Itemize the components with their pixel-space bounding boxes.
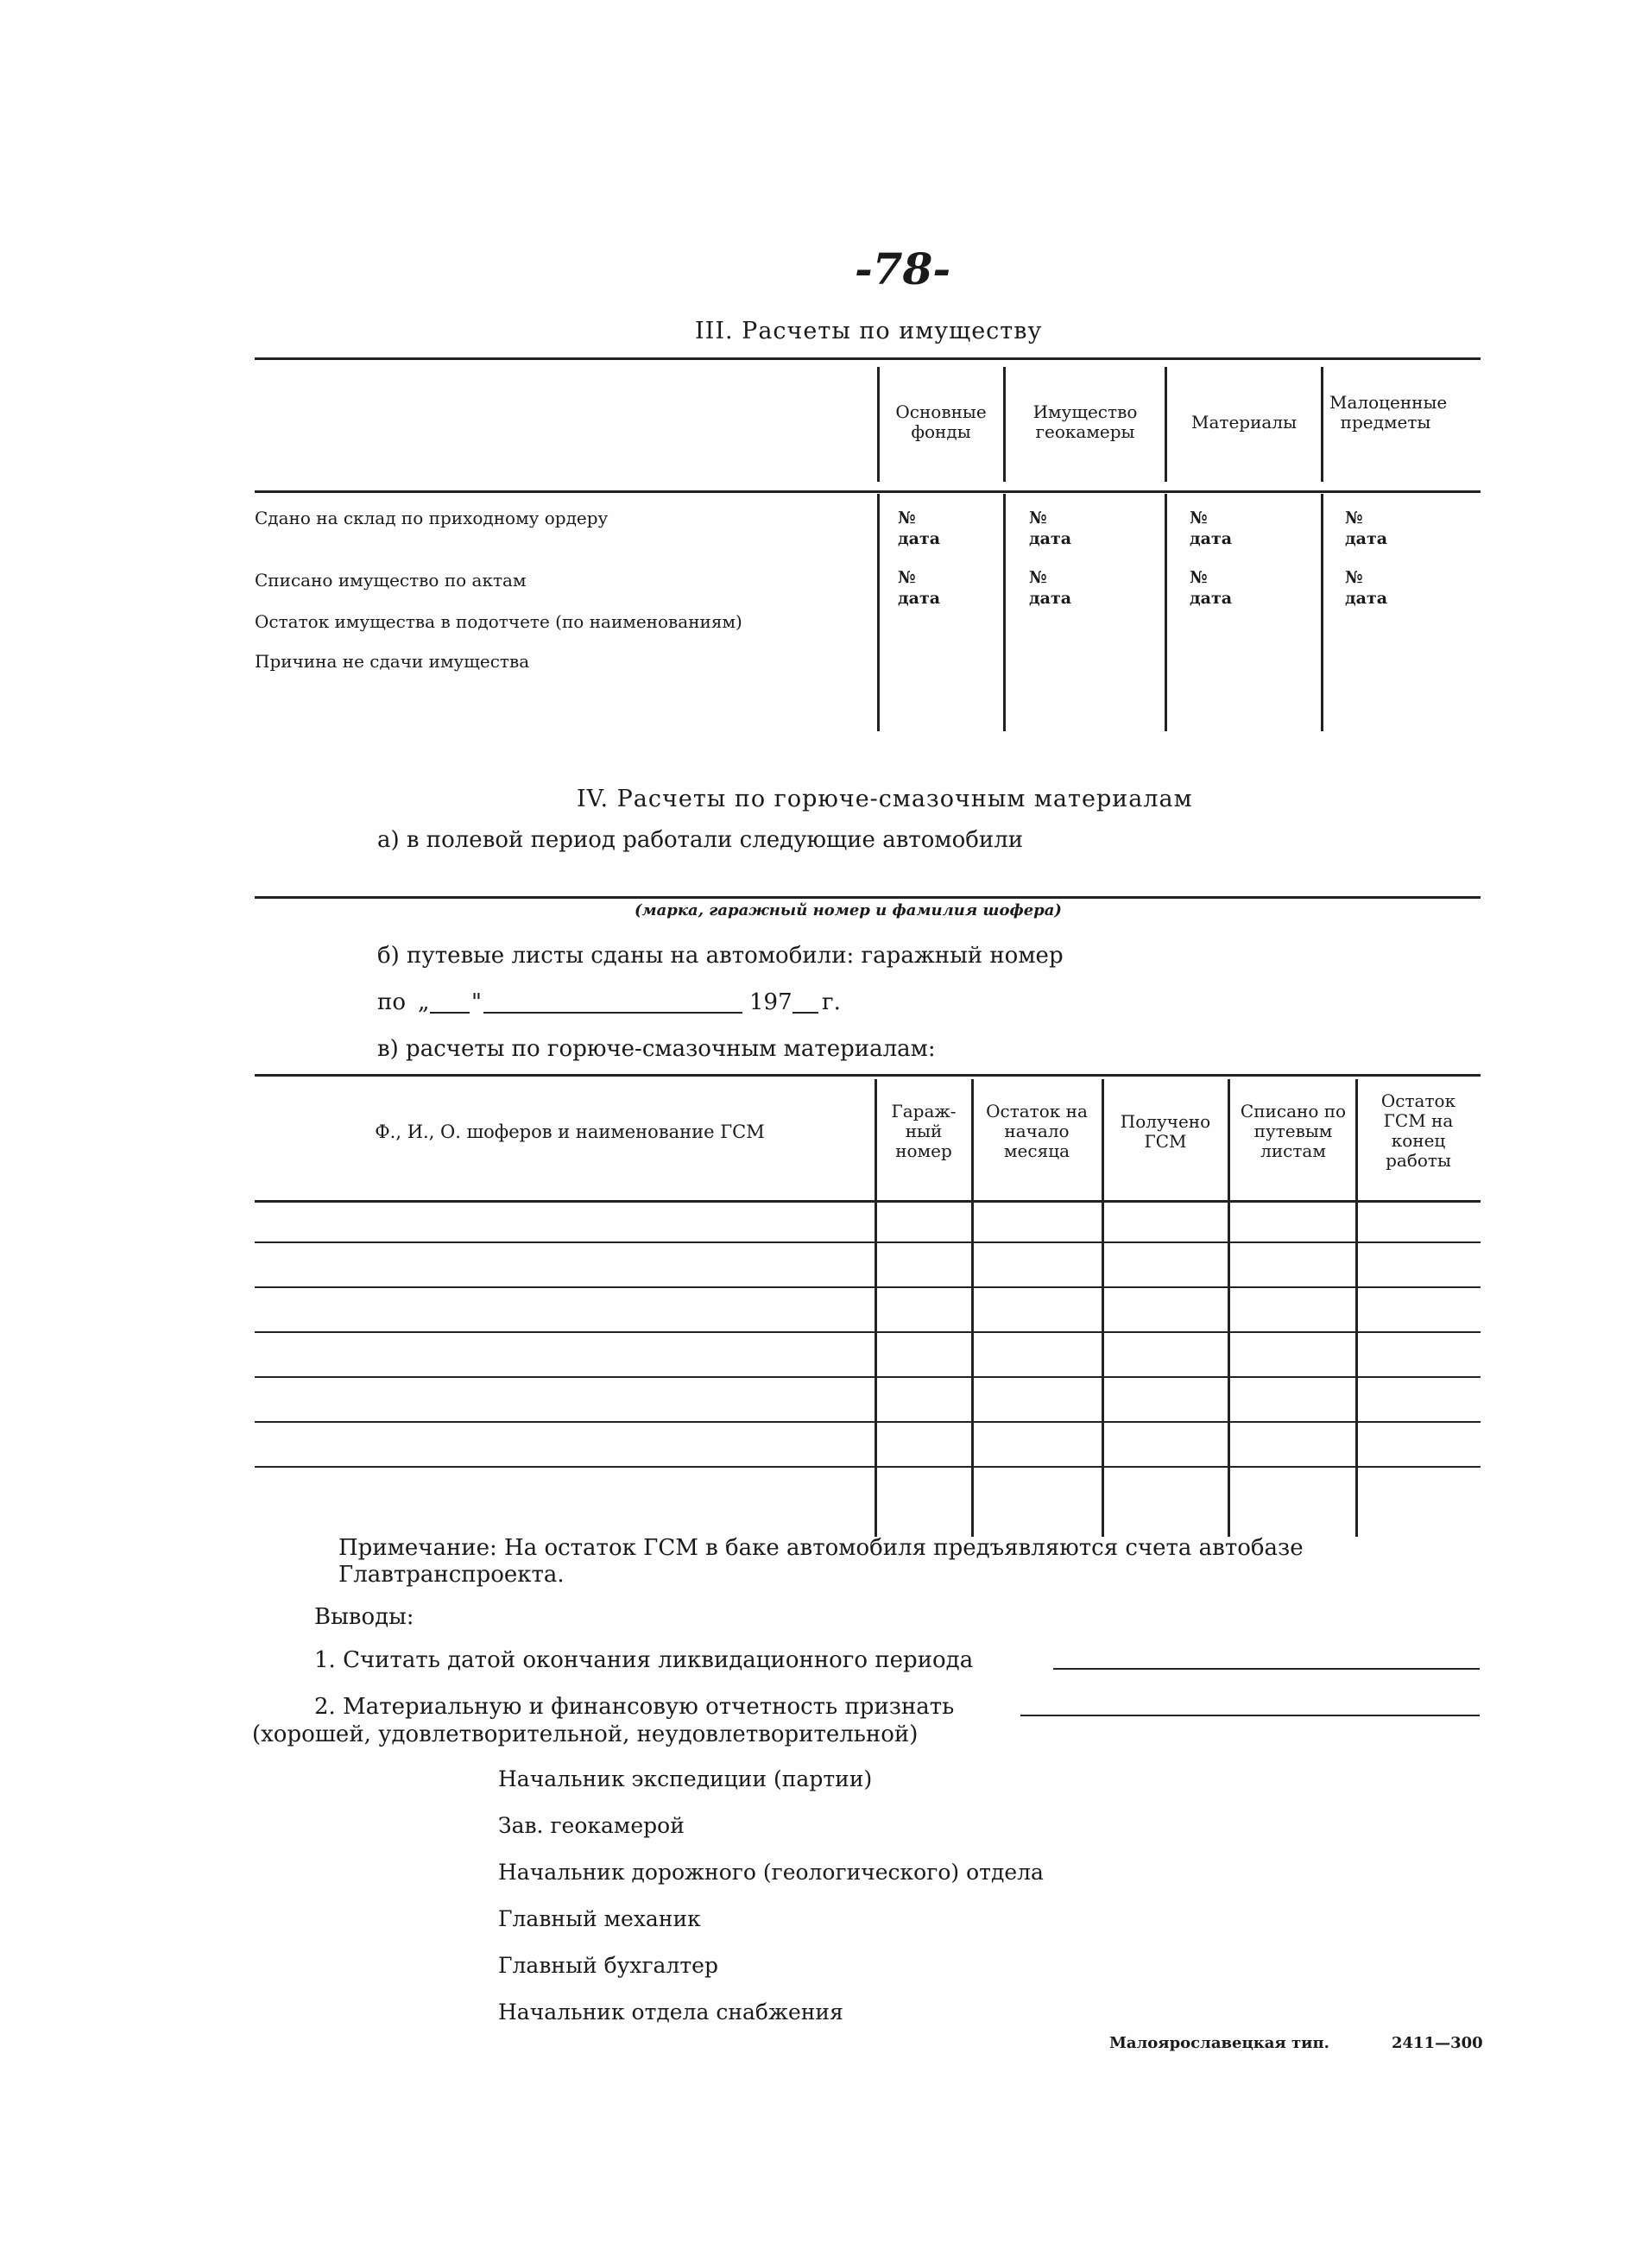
table2-row-rule [255,1286,1481,1288]
date-day-blank [430,1012,470,1014]
conclusion-item-2: 2. Материальную и финансовую отчетность признать [314,1694,955,1720]
table2-col-header: Остаток на начало месяца [986,1101,1088,1161]
conclusion-item-1: 1. Считать датой окончания ликвидационного периода [314,1647,974,1673]
section4-v-text: в) расчеты по горюче-смазочным материалам: [377,1036,936,1062]
table2-row-rule [255,1331,1481,1333]
page-number: -78- [855,243,951,294]
note-text: Примечание: На остаток ГСМ в баке автомобиля предъявляются счета автобазе Главтранспроекта. [338,1535,1304,1588]
date-year: 197 [749,989,792,1015]
table1-col-header: Основные фонды [895,401,987,442]
table1-cell-no: № [1345,509,1363,528]
table2-col-header: Списано по путевым листам [1240,1101,1347,1161]
conclusions-title: Выводы: [314,1604,414,1630]
table1-divider [877,494,880,731]
section4-a-text: а) в полевой период работали следующие автомобили [377,827,1024,853]
table1-divider [1321,367,1323,482]
table1-cell-date: дата [1190,589,1233,608]
table1-cell-date: дата [1029,529,1072,548]
table1-cell-no: № [1029,568,1047,587]
section4-title: IV. Расчеты по горюче-смазочным материалам [577,786,1193,812]
conclusion-2-caption: (хорошей, удовлетворительной, неудовлетворительной) [252,1722,919,1747]
table1-cell-date: дата [1345,589,1388,608]
table2-divider [1228,1079,1230,1537]
table2-col-header: Гараж- ный номер [891,1101,957,1161]
table1-cell-date: дата [898,529,941,548]
table1-divider [1003,494,1006,731]
table1-divider [1165,494,1167,731]
table1-cell-no: № [1029,509,1047,528]
table1-cell-no: № [1190,568,1208,587]
table1-divider [877,367,880,482]
table1-row-label: Причина не сдачи имущества [255,651,530,672]
date-quote-open: „ [418,989,430,1015]
table2-col-header: Ф., И., О. шоферов и наименование ГСМ [375,1121,765,1142]
table1-header-rule [255,490,1481,493]
vehicles-caption: (марка, гаражный номер и фамилия шофера) [635,901,1062,919]
date-year-blank [792,1012,818,1014]
section4-b-text: б) путевые листы сданы на автомобили: гаражный номер [377,943,1064,969]
section3-title: III. Расчеты по имуществу [695,318,1043,344]
table2-divider [971,1079,974,1537]
table2-col-header: Получено ГСМ [1120,1111,1211,1152]
vehicles-fill-line [255,896,1481,899]
table1-col-header: Малоценные предметы [1329,392,1448,433]
table1-col-header: Материалы [1191,412,1297,433]
date-year-suffix: г. [822,989,841,1015]
signature-line: Начальник экспедиции (партии) [498,1766,873,1791]
table2-header-rule [255,1200,1481,1203]
table1-cell-no: № [898,568,916,587]
table1-row-label: Списано имущество по актам [255,570,527,591]
table1-top-rule [255,357,1481,360]
table1-col-header: Имущество геокамеры [1032,401,1138,442]
signature-line: Главный механик [498,1906,701,1931]
table1-divider [1321,494,1323,731]
date-quote-close: " [471,989,482,1015]
signature-line: Начальник дорожного (геологического) отдела [498,1860,1044,1885]
table1-divider [1165,367,1167,482]
table2-row-rule [255,1421,1481,1423]
table2-col-header: Остаток ГСМ на конец работы [1380,1090,1456,1171]
table2-row-rule [255,1241,1481,1243]
table1-cell-no: № [1190,509,1208,528]
table1-divider [1003,367,1006,482]
date-month-blank [483,1012,742,1014]
table1-cell-no: № [898,509,916,528]
table2-top-rule [255,1074,1481,1077]
table1-cell-date: дата [1190,529,1233,548]
date-po-label: по [377,989,406,1015]
table1-cell-no: № [1345,568,1363,587]
table1-cell-date: дата [898,589,941,608]
table2-divider [1355,1079,1358,1537]
table1-row-label: Остаток имущества в подотчете (по наименованиям) [255,611,742,632]
table1-cell-date: дата [1345,529,1388,548]
signature-line: Главный бухгалтер [498,1953,718,1978]
table1-cell-date: дата [1029,589,1072,608]
signature-line: Начальник отдела снабжения [498,2000,843,2025]
printer-imprint: Малоярославецкая тип. [1109,2034,1329,2052]
table2-row-rule [255,1376,1481,1378]
table1-row-label: Сдано на склад по приходному ордеру [255,508,609,528]
table2-divider [875,1079,877,1537]
conclusion-2-blank [1020,1715,1480,1716]
table2-row-rule [255,1466,1481,1468]
order-number: 2411—300 [1392,2034,1483,2052]
conclusion-1-blank [1053,1668,1480,1670]
signature-line: Зав. геокамерой [498,1813,685,1838]
table2-divider [1102,1079,1104,1537]
